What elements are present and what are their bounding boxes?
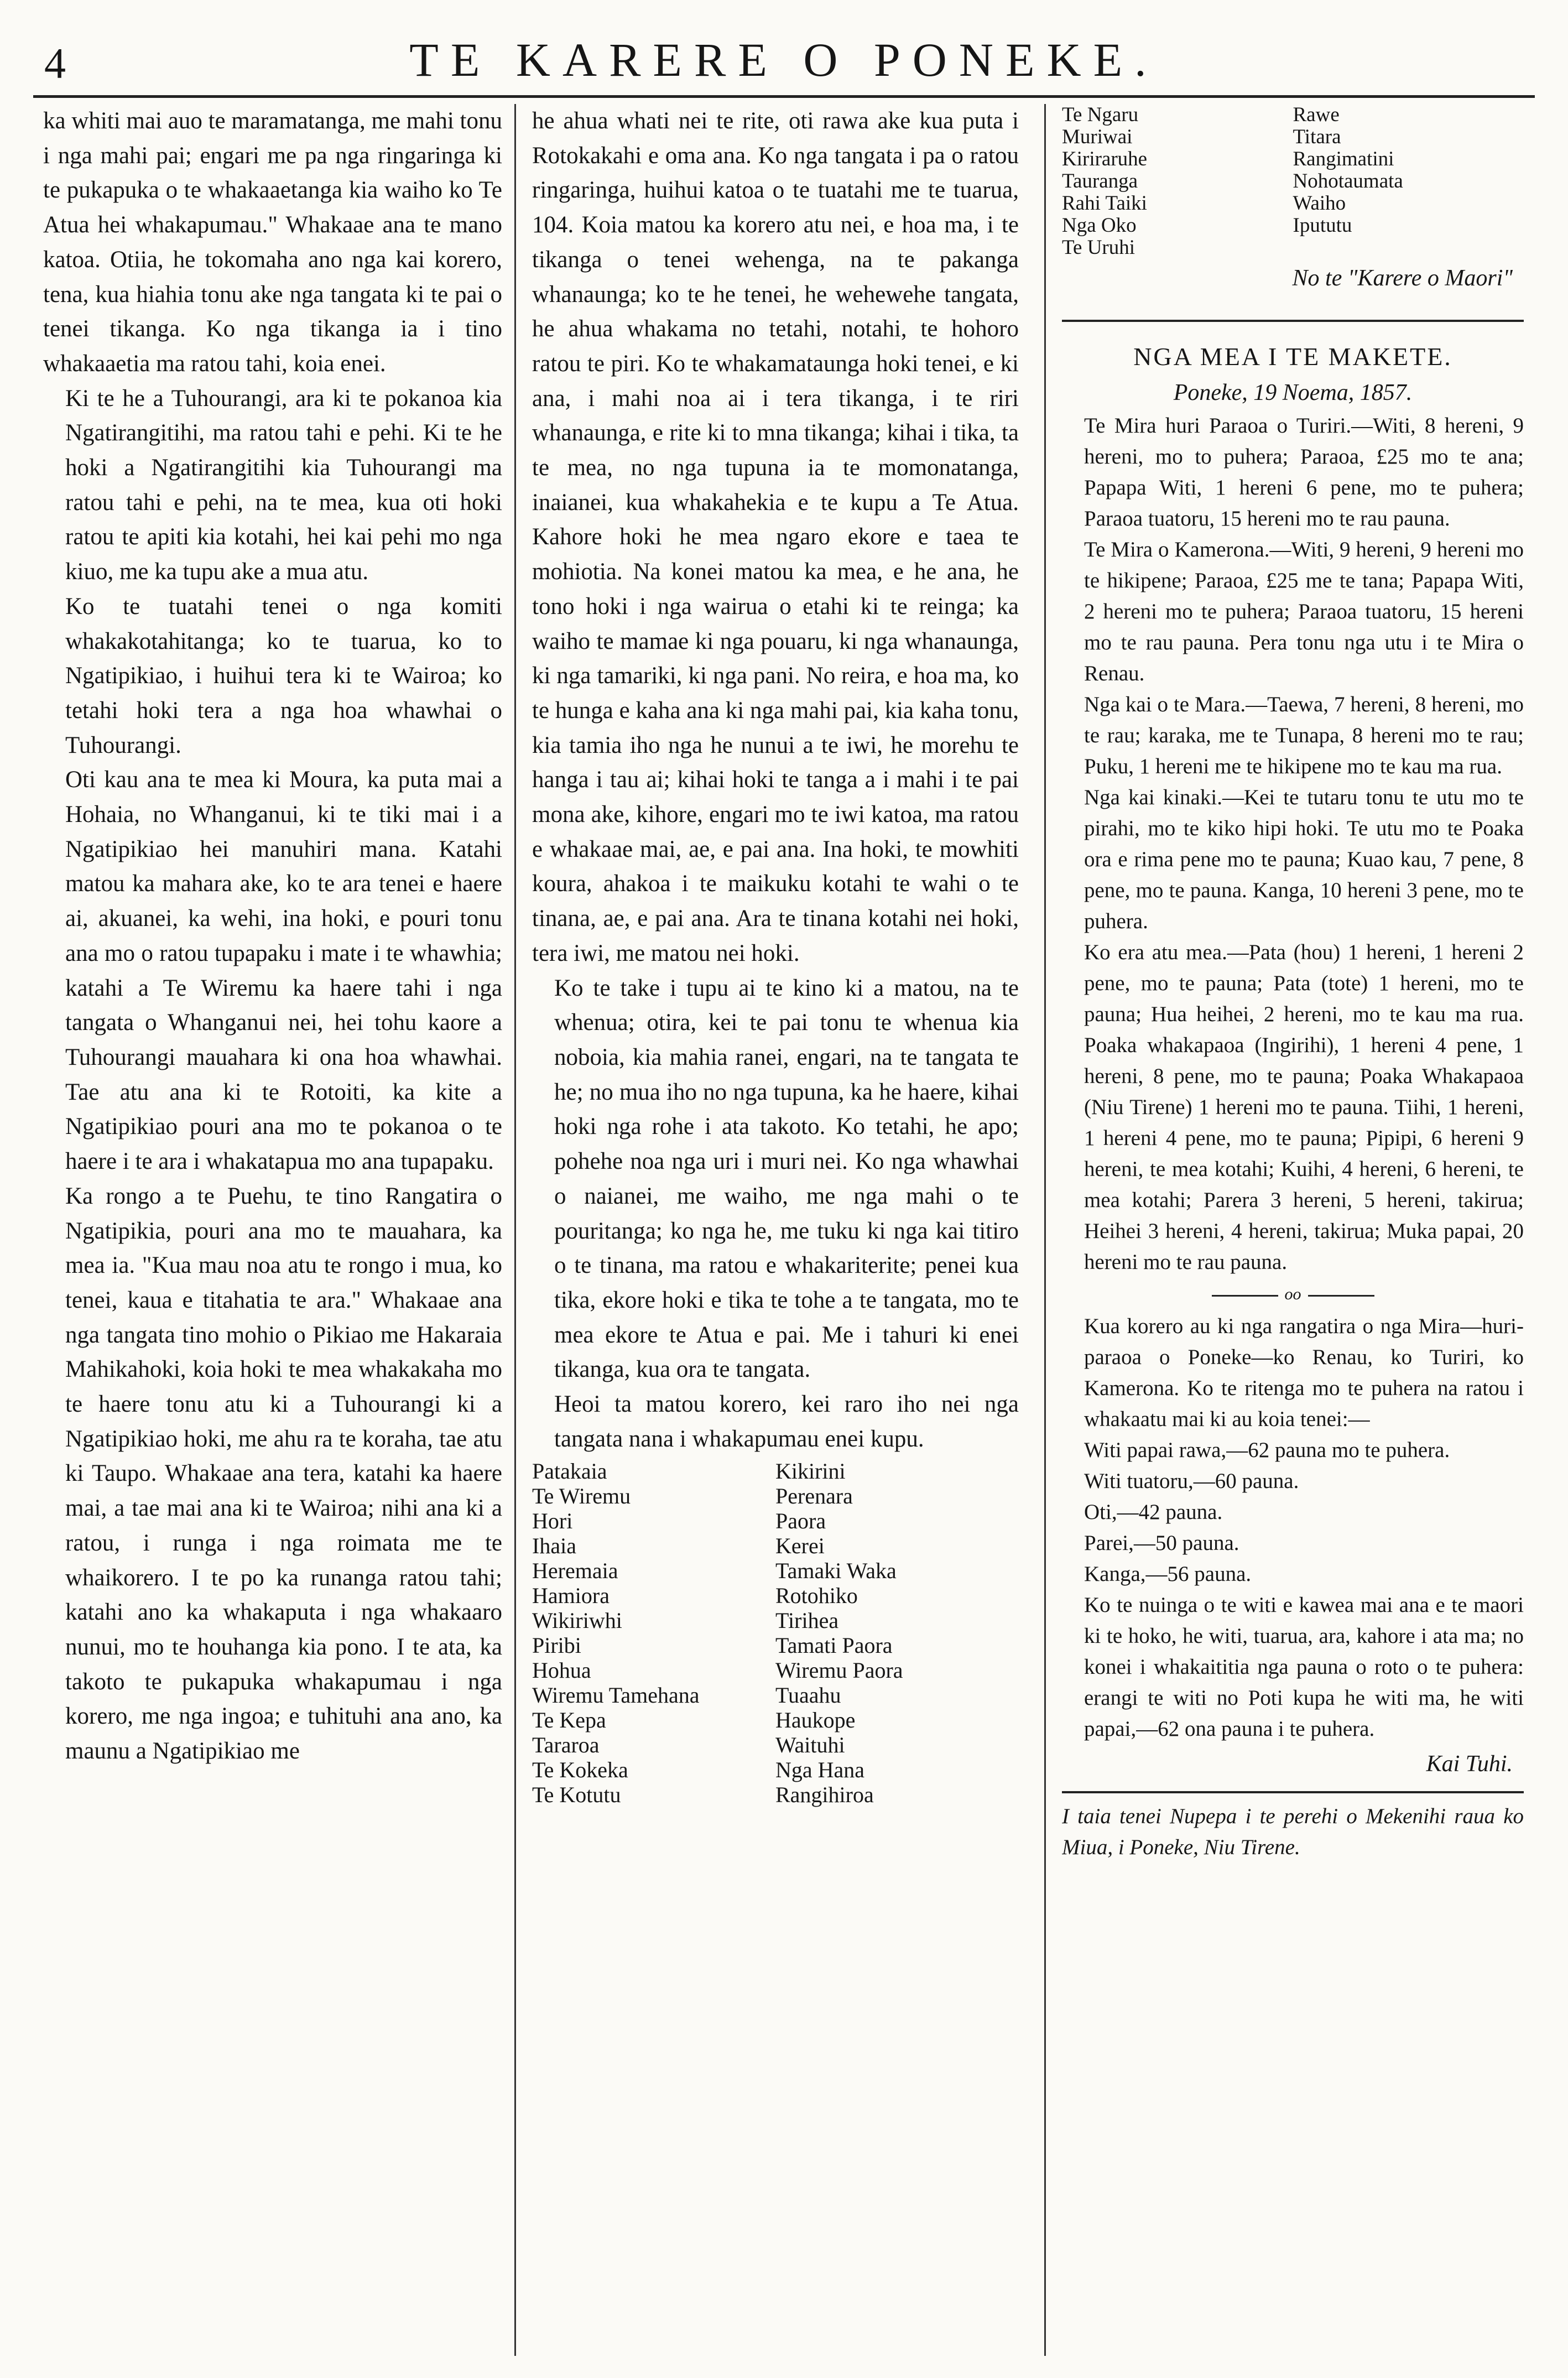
signatory-name: Waiho: [1293, 192, 1346, 215]
signatory-name: Te Kepa: [532, 1708, 606, 1733]
signatory-name: Waituhi: [775, 1732, 845, 1758]
signatory-name: Wiremu Paora: [775, 1658, 903, 1683]
signatory-name: Te Wiremu: [532, 1484, 631, 1509]
signatory-name: Hamiora: [532, 1583, 610, 1609]
price-item: Witi tuatoru,—60 pauna.: [1084, 1469, 1299, 1493]
signatories-list: [532, 1459, 1019, 1807]
signatory-name: Paora: [775, 1508, 826, 1534]
column-2: [532, 104, 1019, 2356]
market-paragraph: Te Mira huri Paraoa o Turiri.—Witi, 8 hereni, 9 hereni, mo to puhera; Paraoa, £25 mo te ana; Papapa Witi, 1 hereni 6 pene, mo te puhera; Paraoa tuatoru, 15 hereni mo te rau pauna.: [1084, 414, 1524, 530]
paragraph: Ko te tuatahi tenei o nga komiti whakakotahitanga; ko te tuarua, ko to Ngatipikiao, i huihui tera ki te Wairoa; ko tetahi hoki tera a nga hoa whawhai o Tuhourangi.: [65, 593, 502, 758]
column-divider: [1044, 104, 1046, 2356]
signatory-name: Rangimatini: [1293, 148, 1394, 170]
paragraph: ka whiti mai auo te maramatanga, me mahi tonu i nga mahi pai; engari me pa nga ringaringa ki te pukapuka o te whakaaetanga kia waiho ko Te Atua hei whakapumau." Whakaae ana te mano katoa. Otiia, he tokomaha ano nga kai korero, tena, kua hiahia tonu ake nga tangata ki te pai o tenei tikanga. Ko nga tikanga ia i tino whakaaetia ma ratou tahi, koia enei.: [43, 108, 502, 377]
market-paragraph: Nga kai kinaki.—Kei te tutaru tonu te utu mo te pirahi, mo te kiko hipi hoki. Te utu mo te Poaka ora e rima pene mo te pauna; Kuao kau, 7 pene, 8 pene, mo te pauna. Kanga, 10 hereni 3 pene, mo te puhera.: [1084, 785, 1524, 933]
signatory-name: Perenara: [775, 1484, 853, 1509]
signatory-name: Wikiriwhi: [532, 1608, 622, 1633]
paragraph: Ka rongo a te Puehu, te tino Rangatira o Ngatipikia, pouri ana mo te mauahara, ka mea ia. "Kua mau noa atu te rongo i mua, ko tenei, kaua e titahatia te ara." Whakaae ana nga tangata tino mohio o Pikiao me Hakaraia Mahikahoki, koia hoki te mea whakakaha mo te haere tonu atu ki a Tuhourangi ki a Ngatipikiao hoki, me ahu ra te koraha, tae atu ki Taupo. Whakaae ana tera, katahi ka haere mai, a tae mai ana ki te Wairoa; nihi ana ki a ratou, i runga i nga roimata me te whaikorero. I te po ka runanga ratou tahi; katahi ano ka whakaputa i nga whakaaro nunui, mo te houhanga kia pono. I te ata, ka takoto te pukapuka whakapumau i nga korero, me nga ingoa; e tuhituhi ana ano, ka maunu a Ngatipikiao me: [65, 1183, 502, 1765]
signatory-name: Rotohiko: [775, 1583, 858, 1609]
signatory-name: Patakaia: [532, 1459, 607, 1484]
signatory-name: Ihaia: [532, 1533, 576, 1559]
price-item: Oti,—42 pauna.: [1084, 1500, 1223, 1524]
signatory-name: Tamaki Waka: [775, 1558, 897, 1584]
header-rule: [33, 95, 1535, 98]
signatory-name: Rawe: [1293, 104, 1340, 126]
signatory-name: Rahi Taiki: [1062, 192, 1147, 215]
section-rule: [1062, 1791, 1524, 1793]
signatory-name: Tuaahu: [775, 1683, 841, 1708]
masthead-title: TE KARERE O PONEKE.: [409, 33, 1159, 86]
page-number: 4: [44, 39, 66, 87]
signatory-name: Haukope: [775, 1708, 856, 1733]
paragraph: Ko te take i tupu ai te kino ki a matou, na te whenua; otira, kei te pai tonu te whenua kia noboia, kia mahia ranei, engari, na te tangata te he; no mua iho no nga tupuna, ka he haere, kihai hoki nga rohe i ata takoto. Ko tetahi, he apo; pohehe noa nga uri i muri nei. Ko nga whawhai o naianei, me waiho, me nga mahi o te pouritanga; ko nga he, me tuku ki nga kai titiro o te tinana, ma ratou e whakariterite; penei kua tika, ekore hoki e tika te tohe a te tangata, mo te mea ekore te Atua e pai. Me i tahuri ki enei tikanga, kua ora te tangata.: [554, 975, 1019, 1383]
paragraph: he ahua whati nei te rite, oti rawa ake kua puta i Rotokakahi e oma ana. Ko nga tangata i pa o ratou ringaringa, huihui katoa o te tuatahi me te tuarua, 104. Koia matou ka korero atu nei, e hoa ma, i te tikanga o tenei wehenga, na te pakanga whanaunga; ko te he tenei, he wehewehe tangata, he ahua whakama no tetahi, notahi, te hohoro ratou te piri. Ko te whakamataunga hoki tenei, e ki ana, i mahi noa ai i tera tikanga, i te riri whanaunga, e rite ki to mna tikanga; kihai i tika, ta te mea, no nga tupuna ia te momonatanga, inaianei, kua whakahekia e te kupu a Te Atua. Kahore hoki he mea ngaro ekore e taea te mohiotia. Na konei matou ka mea, e he ana, he tono hoki i nga wairua o etahi ki te reinga; ka waiho te mamae ki nga pouaru, ki nga whanaunga, ki nga tamariki, ki nga pani. No reira, e hoa ma, ko te hunga e kaha ana ki nga mahi pai, kia kaha tonu, kia tamia iho nga he nunui a te iwi, he morehu te hanga i tau ai; kihai hoki te tanga a i mahi i te pai mona ake, kihore, engari mo te iwi katoa, ma ratou e whakaae mai, ae, e pai ana. Ina hoki, te mowhiti koura, ahakoa i te maikuku kotahi te wahi o te tinana, ae, e pai ana. Ara te tinana kotahi nei hoki, tera iwi, me matou nei hoki.: [532, 108, 1019, 966]
attribution: No te "Karere o Maori": [1292, 266, 1513, 291]
page-header: [33, 28, 1535, 94]
signatory-name: Te Ngaru: [1062, 104, 1139, 126]
signatory-name: Te Kotutu: [532, 1782, 621, 1808]
signatory-name: Kerei: [775, 1533, 825, 1559]
market-paragraph: Kua korero au ki nga rangatira o nga Mira—huri-paraoa o Poneke—ko Renau, ko Turiri, ko Kamerona. Ko te ritenga mo te puhera na ratou i whakaatu mai ki au koia tenei:—: [1084, 1314, 1524, 1431]
signature: Kai Tuhi.: [1426, 1751, 1513, 1777]
ornament-separator: oo: [1062, 1278, 1524, 1311]
signatory-name: Nohotaumata: [1293, 170, 1403, 192]
signatory-name: Nga Hana: [775, 1757, 865, 1783]
price-item: Kanga,—56 pauna.: [1084, 1562, 1252, 1586]
signatory-name: Heremaia: [532, 1558, 618, 1584]
signatory-name: Kiriraruhe: [1062, 148, 1148, 170]
signatory-name: Hohua: [532, 1658, 591, 1683]
signatory-name: Te Kokeka: [532, 1757, 628, 1783]
signatory-name: Te Uruhi: [1062, 236, 1135, 259]
column-3: [1062, 104, 1524, 2356]
paragraph: Heoi ta matou korero, kei raro iho nei nga tangata nana i whakapumau enei kupu.: [554, 1391, 1019, 1452]
paragraph: Oti kau ana te mea ki Moura, ka puta mai a Hohaia, no Whanganui, ki te tiki mai i a Ngatipikiao hei manuhiri mana. Katahi matou ka mahara ake, ko te ara tenei e haere ai, akuanei, ka wehi, ina hoki, e pouri tonu ana mo o ratou tupapaku i mate i te whawhia; katahi a Te Wiremu ka haere tahi i nga tangata o Whanganui nei, hei tohu kaore a Tuhourangi mauahara ki ona hoa whawhai. Tae atu ana ki te Rotoiti, ka kite a Ngatipikiao pouri ana mo te pokanoa o te haere i te ara i whakatapua mo ana tupapaku.: [65, 767, 502, 1175]
signatory-name: Muriwai: [1062, 126, 1133, 148]
signatory-name: Wiremu Tamehana: [532, 1683, 700, 1708]
signatory-name: Piribi: [532, 1633, 581, 1658]
signatory-name: Tauranga: [1062, 170, 1138, 192]
signatory-name: Tararoa: [532, 1732, 600, 1758]
price-item: Witi papai rawa,—62 pauna mo te puhera.: [1084, 1438, 1450, 1462]
market-dateline: Poneke, 19 Noema, 1857.: [1173, 380, 1413, 405]
signatories-left: [532, 1459, 775, 1807]
section-rule: [1062, 320, 1524, 322]
signatories-left: [1062, 104, 1293, 259]
price-item: Parei,—50 pauna.: [1084, 1531, 1239, 1555]
signatories-right: [1293, 104, 1524, 259]
signatory-name: Ipututu: [1293, 214, 1352, 237]
signatory-name: Kikirini: [775, 1459, 846, 1484]
market-paragraph: Nga kai o te Mara.—Taewa, 7 hereni, 8 hereni, mo te rau; karaka, me te Tunapa, 8 hereni mo te rau; Puku, 1 hereni me te hikipene mo te kau ma rua.: [1084, 693, 1524, 778]
signatory-name: Hori: [532, 1508, 573, 1534]
market-paragraph: Te Mira o Kamerona.—Witi, 9 hereni, 9 hereni mo te hikipene; Paraoa, £25 me te tana; Papapa Witi, 2 hereni mo te puhera; Paraoa tuatoru, 15 hereni mo te rau pauna. Pera tonu nga utu i te Mira o Renau.: [1084, 538, 1524, 685]
signatories-continued: [1062, 104, 1524, 259]
paragraph: Ki te he a Tuhourangi, ara ki te pokanoa kia Ngatirangitihi, ma ratou tahi e pehi. Ki te he hoki a Ngatirangitihi kia Tuhourangi ma ratou tahi e pehi, na te mea, kua oti hoki ratou te apiti kia kotahi, hei kai pehi mo nga kiuo, me ka tupu ake a mua atu.: [65, 385, 502, 585]
signatory-name: Titara: [1293, 126, 1341, 148]
signatories-right: [775, 1459, 1019, 1807]
signatory-name: Rangihiroa: [775, 1782, 874, 1808]
market-title: NGA MEA I TE MAKETE.: [1133, 342, 1452, 371]
signatory-name: Tirihea: [775, 1608, 839, 1633]
signatory-name: Tamati Paora: [775, 1633, 893, 1658]
printer-imprint: I taia tenei Nupepa i te perehi o Mekenihi raua ko Miua, i Poneke, Niu Tirene.: [1062, 1804, 1524, 1859]
column-1: [43, 104, 502, 2356]
column-divider: [514, 104, 516, 2356]
market-paragraph: Ko te nuinga o te witi e kawea mai ana e te maori ki te hoko, he witi, tuarua, ara, kahore i ata ma; no konei i whakaititia nga pauna o roto o te puhera: erangi te witi no Poti kupa he witi ma, he witi papai,—62 ona pauna i te puhera.: [1084, 1593, 1524, 1741]
market-paragraph: Ko era atu mea.—Pata (hou) 1 hereni, 1 hereni 2 pene, mo te pauna; Pata (tote) 1 hereni, mo te pauna; Hua heihei, 2 hereni, mo te kau ma rua. Poaka whakapaoa (Ingirihi), 1 hereni 4 pene, 1 hereni, 8 pene, mo te pauna; Poaka Whakapaoa (Niu Tirene) 1 hereni mo te pauna. Tiihi, 1 hereni, 1 hereni 4 pene, mo te pauna; Pipipi, 6 hereni 9 hereni, te mea kotahi; Kuihi, 4 hereni, 6 hereni, te mea kotahi; Parera 3 hereni, 5 hereni, takirua; Heihei 3 hereni, 4 hereni, takirua; Muka papai, 20 hereni mo te rau pauna.: [1084, 940, 1524, 1274]
signatory-name: Nga Oko: [1062, 214, 1137, 237]
